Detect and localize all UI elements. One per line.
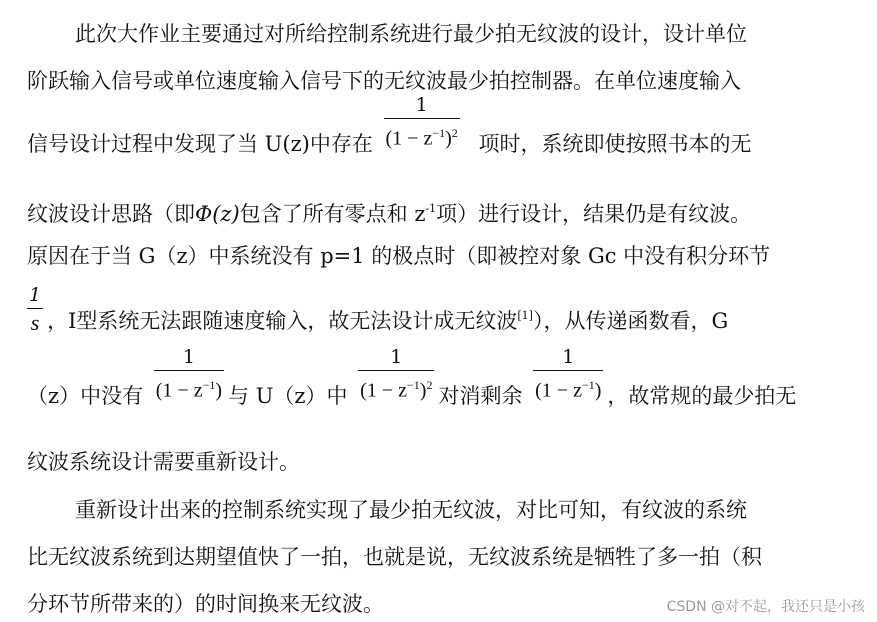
fraction-numerator: 1 xyxy=(390,346,403,369)
text-seg: 信号设计过程中发现了当 U(z)中存在 xyxy=(27,132,373,156)
p1-line-7 xyxy=(27,346,847,410)
fraction-1-over-1-minus-z-inv xyxy=(154,345,224,404)
fraction-numerator: 1 xyxy=(562,346,575,369)
text-seg: 纹波设计思路（即 xyxy=(27,202,195,226)
text-seg: 包含了所有零点和 z xyxy=(239,202,426,226)
p1-line-3 xyxy=(27,94,847,158)
text-seg: ，故常规的最少拍无 xyxy=(607,384,797,408)
fraction-denominator: $(1 - z^{-1})^2$ xyxy=(385,126,458,150)
fraction-denominator: s xyxy=(30,310,40,335)
citation-ref: [1] xyxy=(517,309,533,322)
text-seg: （z）中没有 xyxy=(27,384,144,408)
p1-line-8: 纹波系统设计需要重新设计。 xyxy=(27,450,300,474)
fraction-bar xyxy=(358,370,434,371)
fraction-numerator: 1 xyxy=(415,94,428,117)
p2-line-3: 分环节所带来的）的时间换来无纹波。 xyxy=(27,592,384,616)
text-seg: 项时，系统即使按照书本的无 xyxy=(478,132,752,156)
text-seg: 对消剩余 xyxy=(438,384,523,408)
p1-line-5: 原因在于当 G（z）中系统没有 p=1 的极点时（即被控对象 Gc 中没有积分环节 xyxy=(27,244,771,268)
p2-line-1: 重新设计出来的控制系统实现了最少拍无纹波，对比可知，有纹波的系统 xyxy=(75,498,747,522)
fraction-bar xyxy=(533,370,603,371)
fraction-1-over-1-minus-z-inv xyxy=(533,345,603,404)
p1-line-2: 阶跃输入信号或单位速度输入信号下的无纹波最少拍控制器。在单位速度输入 xyxy=(27,69,741,93)
p2-line-2: 比无纹波系统到达期望值快了一拍，也就是说，无纹波系统是牺牲了多一拍（积 xyxy=(27,545,762,569)
p1-line-1: 此次大作业主要通过对所给控制系统进行最少拍无纹波的设计，设计单位 xyxy=(75,22,747,46)
fraction-1-over-1-minus-z-inv-squared xyxy=(384,93,460,152)
fraction-denominator: $(1 - z^{-1})^2$ xyxy=(360,378,433,402)
fraction-denominator: $(1 - z^{-1})$ xyxy=(535,378,602,402)
phi-of-z: Φ(z) xyxy=(195,202,240,226)
superscript: -1 xyxy=(425,202,437,215)
csdn-watermark: CSDN @对不起，我还只是小孩 xyxy=(666,599,865,615)
fraction-bar xyxy=(384,118,460,119)
p1-line-6 xyxy=(27,284,847,336)
fraction-numerator: 1 xyxy=(29,284,42,306)
fraction-numerator: 1 xyxy=(182,346,195,369)
p1-line-4 xyxy=(27,195,847,228)
text-seg: 与 U（z）中 xyxy=(228,384,348,408)
fraction-1-over-1-minus-z-inv-squared xyxy=(358,345,434,404)
text-seg: 项）进行设计，结果仍是有纹波。 xyxy=(436,202,752,226)
text-seg: ，Ⅰ型系统无法跟随速度输入，故无法设计成无纹波 xyxy=(47,309,518,333)
fraction-bar xyxy=(27,308,43,309)
fraction-1-over-s xyxy=(27,283,43,336)
fraction-denominator: $(1 - z^{-1})$ xyxy=(155,378,223,402)
text-seg: ），从传递函数看，G xyxy=(532,309,729,333)
fraction-bar xyxy=(154,370,224,371)
